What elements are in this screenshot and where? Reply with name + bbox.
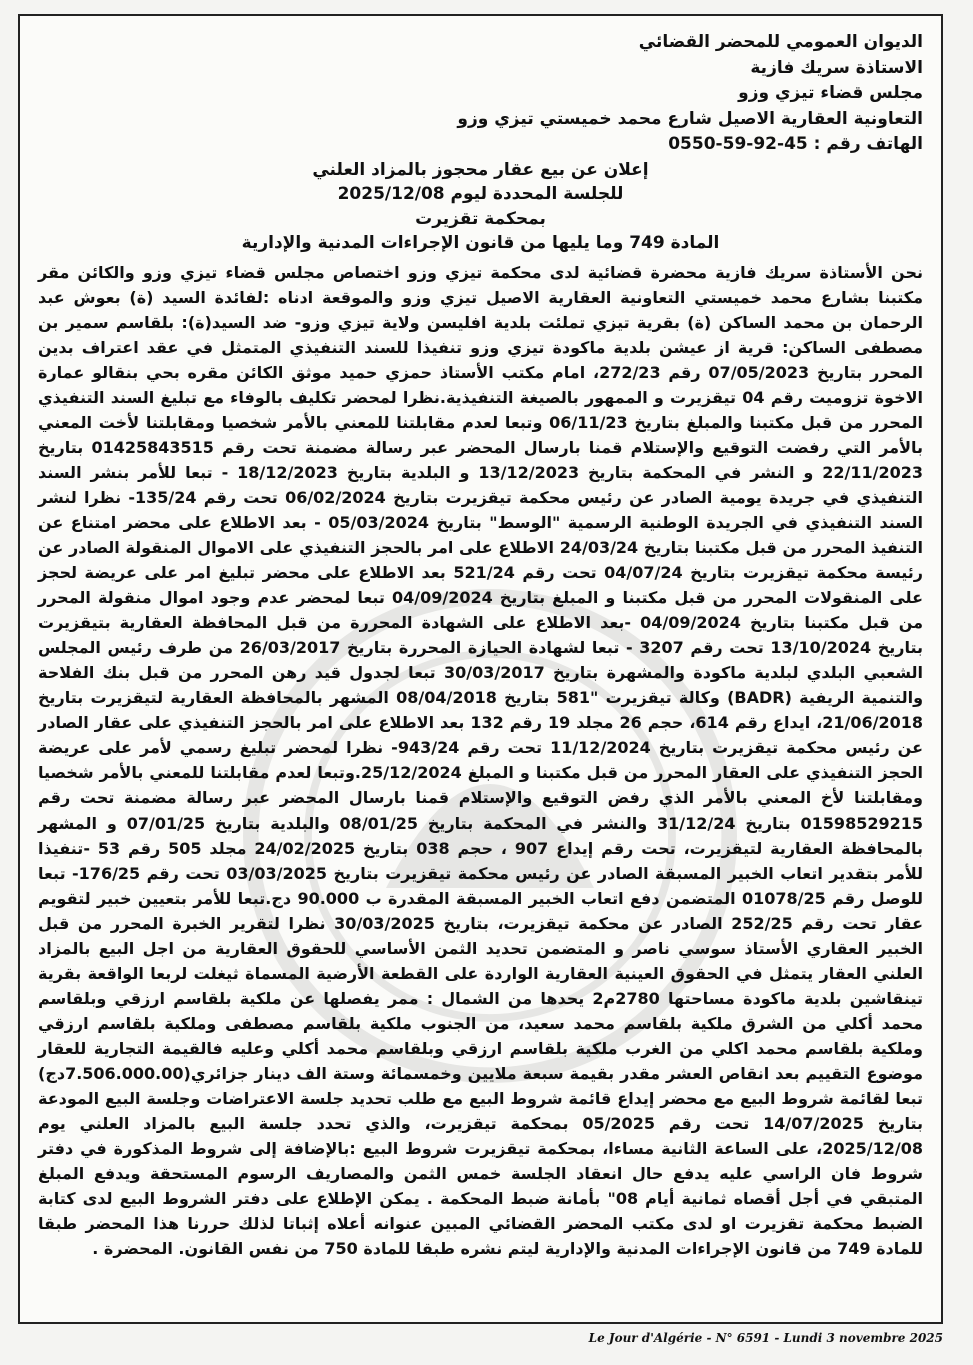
legal-article: المادة 749 وما يليها من قانون الإجراءات المدنية والإدارية — [241, 233, 720, 253]
office-name: الديوان العمومي للمحضر القضائي — [638, 32, 923, 52]
session-date: للجلسة المحددة ليوم 2025/12/08 — [337, 184, 624, 204]
court-council: مجلس قضاء تيزي وزو — [738, 83, 923, 103]
newspaper-footer: Le Jour d'Algérie - N° 6591 - Lundi 3 novembre 2025 — [588, 1331, 943, 1345]
office-phone: الهاتف رقم : 45-92-59-0550 — [668, 134, 923, 154]
announcement-body: نحن الأستاذة سريك فازية محضرة قضائية لدى محكمة تيزي وزو اختصاص مجلس قضاء تيزي وزو والكائن مقر مكتبنا بشارع محمد خميستي التعاونية العقارية الاصيل تيزي وزو والموقعة ادناه :لفائدة السيد (ة) بعوش عبد الرحمان بن محمد الساكن (ة) بقرية تيزي تملئت بلدية افليسن ولاية تيزي وزو- ضد السيد(ة): بلقاسم سمير بن مصطفى الساكن: قرية از عيشن بلدية ماكودة تيزي وزو تنفيذا للسند التنفيذي المتمثل في عقد اعتراف بدين المحرر بتاريخ 07/05/2023 رقم 272/23، امام مكتب الأستاذ حمزي حميد موثق الكائن مقره بحي بنقالو عمارة الاخوة تزوميت رقم 04 تيقزيرت و الممهور بالصيغة التنفيذية.نظرا لمحضر تكليف بالوفاء مع تبليغ السند التنفيذي المحرر من قبل مكتبنا والمبلغ بتاريخ 06/11/23 وتبعا لعدم مقابلتنا للمعني بالأمر شخصيا ومقابلتنا لأخت المعني بالأمر التي رفضت التوقيع والإستلام قمنا بارسال المحضر عبر رسالة مضمنة تحت رقم 01425843515 بتاريخ 22/11/2023 و النشر في المحكمة بتاريخ 13/12/2023 و البلدية بتاريخ 18/12/2023 - تبعا للأمر بنشر السند التنفيذي في جريدة يومية الصادر عن رئيس محكمة تيقزيرت بتاريخ 06/02/2024 تحت رقم 135/24- نظرا لنشر السند التنفيذي في الجريدة الوطنية الرسمية "الوسط" بتاريخ 05/03/2024 - بعد الاطلاع على محضر امتناع عن التنفيذ المحرر من قبل مكتبنا بتاريخ 24/03/24 الاطلاع على امر بالحجز التنفيذي على الاموال المنقولة الصادر عن رئيسة محكمة تيقزيرت بتاريخ 04/07/24 تحت رقم 521/24 بعد الاطلاع على محضر تبليغ امر على عريضة لحجز على المنقولات المحرر من قبل مكتبنا و المبلغ بتاريخ 04/09/2024 تبعا لمحضر عدم وجود اموال منقولة المحرر من قبل مكتبنا بتاريخ 04/09/2024 -بعد الاطلاع على الشهادة المحررة من قبل المحافظة العقارية بتيقزيرت بتاريخ 13/10/2024 تحت رقم 3207 - تبعا لشهادة الحيازة المحررة بتاريخ 26/03/2017 من طرف رئيس المجلس الشعبي البلدي لبلدية ماكودة والمشهرة بتاريخ 30/03/2017 تبعا لجدول قيد رهن المحرر من قبل بنك الفلاحة والتنمية الريفية (BADR) وكالة تيقزيرت "581 بتاريخ 08/04/2018 المشهر بالمحافظة العقارية لتيقزيرت بتاريخ 21/06/2018، ايداع رقم 614، حجم 26 مجلد 19 رقم 132 بعد الاطلاع على امر بالحجز التنفيذي على عقار الصادر عن رئيس محكمة تيقزيرت بتاريخ 11/12/2024 تحت رقم 943/24- نظرا لمحضر تبليغ رسمي لأمر على عريضة الحجز التنفيذي على العقار المحرر من قبل مكتبنا و المبلغ 25/12/2024.وتبعا لعدم مقابلتنا للمعني بالأمر شخصيا ومقابلتنا لأخ المعني بالأمر الذي رفض التوقيع والإستلام قمنا بارسال المحضر عبر رسالة مضمنة تحت رقم 01598529215 بتاريخ 31/12/24 والنشر في المحكمة بتاريخ 08/01/25 والبلدية بتاريخ 07/01/25 و المشهر بالمحافظة العقارية لتيقزيرت، تحت رقم إيداع 907 ، حجم 038 بتاريخ 24/02/2025 مجلد 505 رقم 53 -تنفيذا للأمر بتقدير اتعاب الخبير المسبقة الصادر عن رئيس محكمة تيقزيرت بتاريخ 03/03/2025 تحت رقم 176/25- تبعا للوصل رقم 01078/25 المتضمن دفع اتعاب الخبير المسبقة المقدرة ب 90.000 دج.تبعا للأمر بتعيين خبير لتقويم عقار تحت رقم 252/25 الصادر عن محكمة تيقزيرت، بتاريخ 30/03/2025 نظرا لتقرير الخبرة المحرر من قبل الخبير العقاري الأستاذ سوسي ناصر و المتضمن تحديد الثمن الأساسي للحقوق العقارية من اجل البيع بالمزاد العلني العقار يتمثل في الحقوق العينية العقارية الواردة على القطعة الأرضية المسماة ثيغلت لربعا الواقعة بقرية تينقاشين بلدية ماكودة مساحتها 2780م2 يحدها من الشمال : ممر يفصلها عن ملكية بلقاسم ارزقي وبلقاسم محمد أكلي من الشرق ملكية بلقاسم محمد سعيد، من الجنوب ملكية بلقاسم مصطفى وملكية بلقاسم ارزقي وملكية بلقاسم محمد اكلي من الغرب ملكية بلقاسم ارزقي وبلقاسم محمد أكلي وعليه فالقيمة التجارية للعقار موضوع التقييم بعد انقاص العشر مقدر بقيمة سبعة ملايين وخمسمائة وستة الف دينار جزائري(7.506.000.00دج) تبعا لقائمة شروط البيع مع محضر إيداع قائمة شروط البيع مع طلب تحديد جلسة الاعتراضات وجلسة البيع المودعة بتاريخ 14/07/2025 تحت رقم 05/2025 بمحكمة تيقزيرت، والذي تحدد جلسة البيع بالمزاد العلني يوم 2025/12/08، على الساعة الثانية مساءا، بمحكمة تيقزيرت شروط البيع :بالإضافة إلى شروط المذكورة في دفتر شروط فان الراسي عليه يدفع حال انعقاد الجلسة خمس الثمن والمصاريف الرسوم المستحقة ويدفع المبلغ المتبقي في أجل أقصاه ثمانية أيام 08" بأمانة ضبط المحكمة . يمكن الإطلاع على دفتر الشروط البيع لدى كتابة الضبط محكمة تقزيرت او لدى مكتب المحضر القضائي المبين عنوانه أعلاه إثباتا لذلك حررنا هذا المحضر طبقا للمادة 749 من قانون الإجراءات المدنية والإدارية ليتم نشره طبقا للمادة 750 من نفس القانون. المحضرة . — [38, 262, 924, 1259]
announcement-title: إعلان عن بيع عقار محجوز بالمزاد العلني — [312, 159, 649, 180]
office-address: التعاونية العقارية الاصيل شارع محمد خميستي تيزي وزو — [457, 108, 923, 129]
bailiff-office-header — [38, 30, 923, 158]
announcement-title-block — [38, 158, 923, 256]
bailiff-name: الاستاذة سريك فازية — [750, 57, 923, 78]
court-name: بمحكمة تقزيرت — [415, 208, 546, 229]
announcement-frame — [18, 14, 943, 1324]
